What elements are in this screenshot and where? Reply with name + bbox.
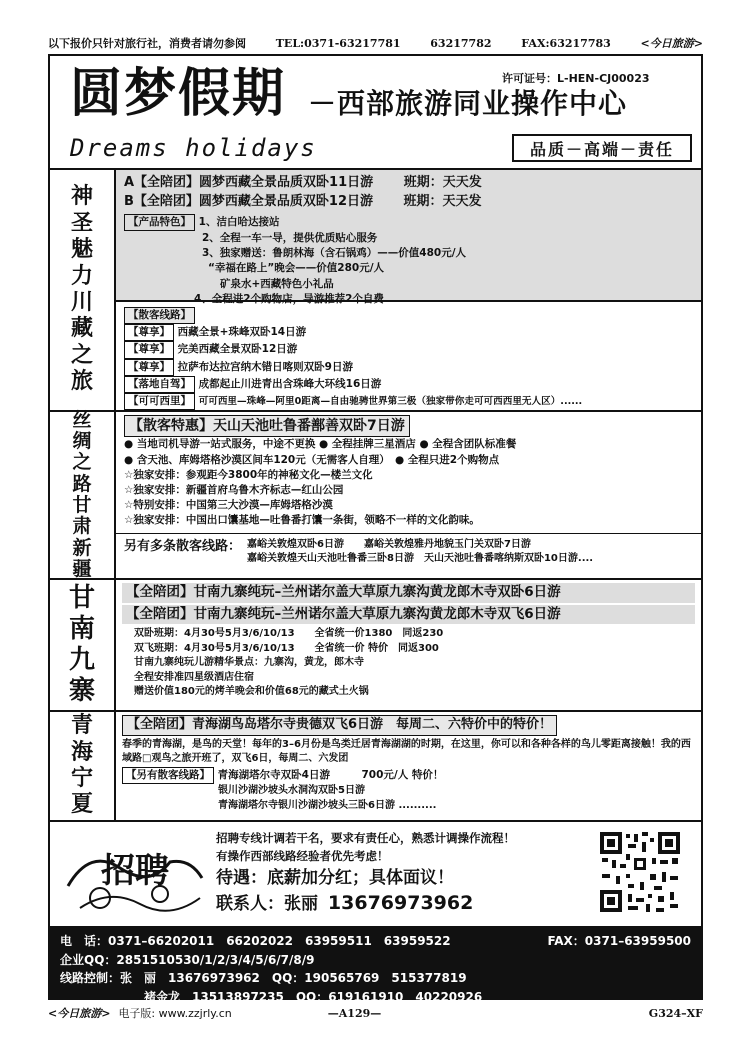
silk-bullet: ● 含天池、库姆塔格沙漠区间车120元（无需客人自理） ● 全程只进2个购物点 [124,453,500,466]
notice-text: 以下报价只针对旅行社，消费者请勿参阅 [48,37,246,50]
logo-cn: 圆梦假期 [70,64,287,124]
contact-tel-row [60,932,691,951]
tibet-content [116,170,701,410]
qinghai-more-item: 青海湖塔尔寺双卧4日游 700元/人 特价！ [217,768,444,781]
qinghai-more-item: 青海湖塔尔寺银川沙湖沙坡头三卧6日游 .......... [218,799,437,811]
side-char: 新 [72,536,92,559]
scatter-item [124,376,693,393]
scatter-tag: 【落地自驾】 [124,376,195,393]
silk-bullet: ● 当地司机导游一站式服务，中途不更换 ● 全程挂牌三星酒店 ● 全程含团队标准餐 [124,438,517,451]
recruit-contact-phone: 13676973962 [327,892,474,915]
scatter-text: 西藏全景+珠峰双卧14日游 [177,326,307,339]
silk-bullet: ☆独家安排：新疆首府乌鲁木齐标志—红山公园 [124,483,344,496]
features-label: 【产品特色】 [124,214,195,231]
scatter-text: 可可西里—珠峰—阿里0距离—自由驰骋世界第三极（独家带你走可可西西里无人区）...... [198,396,583,408]
side-title-silk [50,408,116,580]
tour-a-schedule: 班期：天天发 [403,175,482,190]
gannan-line: 甘南九寨纯玩儿游精华景点：九寨沟，黄龙，郎木寺 [134,657,364,669]
side-char: 海 [70,739,93,765]
qq-label: 企业QQ： [60,952,117,967]
scatter-tag: 【尊享】 [124,324,174,341]
silk-bullet: ☆特别安排：中国第三大沙漠—库姆塔格沙漠 [124,499,333,512]
tel-numbers: 0371–66202011 66202022 63959511 63959522 [108,934,451,948]
scatter-tag: 【尊享】 [124,341,174,358]
side-char: 旅 [70,369,93,395]
side-char: 神 [70,184,93,210]
qq-numbers: 2851510530/1/2/3/4/5/6/7/8/9 [116,952,315,967]
page-code: G324–XF [648,1006,703,1020]
recruit-logo [60,828,210,920]
side-char: 圣 [70,210,93,236]
qinghai-title: 【全陪团】青海湖鸟岛塔尔寺贵德双飞6日游 每周二、六特价中的特价！ [122,715,557,736]
page-number: —A129— [327,1006,382,1020]
ctrl-1: 张 丽 13676973962 QQ：190565769 515377819 [120,971,467,986]
side-char: 路 [72,472,92,495]
recruit-salary: 待遇：底薪加分红；具体面议！ [216,867,454,888]
feature-item: 1、洁白哈达接站 [198,215,280,228]
header [50,56,701,168]
recruit-text [216,830,515,916]
qinghai-more-item: 银川沙湖沙坡头水洞沟双卧5日游 [218,785,365,797]
bottom-bar [48,1005,703,1021]
side-char: 力 [70,263,93,289]
gannan-line: 双飞班期：4月30号5月3/6/10/13 全省统一价 特价 同返300 [134,642,439,654]
scatter-text: 完美西藏全景双卧12日游 [177,343,298,356]
contact-bar [50,926,701,1004]
silk-more-item: 嘉峪关敦煌双卧6日游 嘉峪关敦煌雅丹地貌玉门关双卧7日游 [247,538,531,550]
tibet-scatter [116,304,701,410]
logo-en: Dreams holidays [70,134,317,162]
brand-text: <今日旅游> [640,37,703,50]
scatter-label: 【散客线路】 [124,307,195,324]
recruit-contact [216,891,515,916]
silk-content [116,412,701,578]
feature-item: “幸福在路上”晚会——价值280元/人 [208,262,385,275]
side-char: 南 [68,613,95,644]
tour-b-schedule: 班期：天天发 [403,193,482,209]
gannan-details [122,627,695,700]
scatter-text: 拉萨布达拉宫纳木错日喀则双卧9日游 [177,360,353,373]
tel-label: 电 话： [60,934,109,948]
side-char: 之 [72,451,92,474]
tour-a-title: A【全陪团】圆梦西藏全景品质双卧11日游 [124,175,374,190]
side-title-gannan [50,580,116,710]
scatter-text: 成都起止川进青出含珠峰大环线16日游 [198,377,382,390]
bottom-site: 电子版: www.zzjrly.cn [118,1007,232,1020]
gannan-title-2: 【全陪团】甘南九寨纯玩–兰州诺尔盖大草原九寨沟黄龙郎木寺双飞6日游 [122,605,695,625]
side-char: 九 [68,645,95,675]
side-char: 青 [70,713,93,739]
gannan-title-1: 【全陪团】甘南九寨纯玩–兰州诺尔盖大草原九寨沟黄龙郎木寺双卧6日游 [122,583,695,603]
qinghai-content [116,712,701,820]
feature-item: 3、独家赠送：鲁朗林海（含石锅鸡）——价值480元/人 [202,247,467,260]
gannan-content [116,580,701,710]
recruit-logo-text: 招聘 [101,851,169,891]
tibet-group-tours [116,170,701,305]
tour-b-title: B【全陪团】圆梦西藏全景品质双卧12日游 [124,193,373,209]
side-char: 肃 [72,515,92,538]
silk-bullet: ☆独家安排：中国出口馕基地—吐鲁番打馕一条街，领略不一样的文化韵味。 [124,514,480,527]
gannan-line: 双卧班期：4月30号5月3/6/10/13 全省统一价1380 同返230 [134,628,444,640]
feature-item: 2、全程一车一导，提供优质贴心服务 [202,231,378,244]
top-info-bar [48,34,703,52]
page-frame [48,54,703,1004]
side-char: 川 [70,290,93,315]
scatter-tag: 【尊享】 [124,359,174,376]
side-char: 疆 [72,557,92,580]
contact-ctrl-row [60,969,691,988]
silk-bullet: ☆独家安排：参观距今3800年的神秘文化—楼兰文化 [124,468,373,481]
silk-more-list [247,538,593,567]
qinghai-desc: 春季的青海湖，是鸟的天堂！每年的3–6月份是鸟类迁居青海湖湖的时期，在这里，你可以和各种各样的鸟儿零距离接触！我的西域路□观鸟之旅开班了，双飞6日，每周二、六发团 [122,738,691,765]
side-char: 藏 [70,316,93,342]
side-title-tibet [50,170,116,410]
side-char: 魅 [70,237,93,263]
contact-fax: FAX：0371–63959500 [547,934,691,948]
contact-qq-row [60,951,691,970]
scatter-item [124,324,693,341]
section-tibet [50,168,701,410]
side-char: 宁 [70,766,93,791]
feature-item: 矿泉水+西藏特色小礼品 [220,277,334,290]
bottom-brand: <今日旅游> [48,1007,111,1020]
recruit-line-1: 招聘专线计调若干名，要求有责任心，熟悉计调操作流程！ [216,831,515,845]
tel2-text: 63217782 [430,36,492,50]
section-qinghai [50,710,701,820]
ctrl-2: 褚金龙 13513897235 QQ：619161910 40220926 [144,989,483,1004]
silk-more-item: 嘉峪关敦煌天山天池吐鲁番三卧8日游 天山天池吐鲁番喀纳斯双卧10日游.... [247,553,594,565]
scatter-item [124,341,693,358]
tour-a-row [124,174,693,193]
recruit-section [50,820,701,926]
gannan-line: 全程安排准四星级酒店住宿 [134,671,254,683]
silk-title: 【散客特惠】天山天池吐鲁番鄯善双卧7日游 [124,415,410,437]
features-row [124,214,693,231]
side-char: 丝 [72,408,92,431]
section-gannan [50,578,701,710]
side-char: 甘 [68,582,95,613]
side-char: 之 [70,342,93,368]
logo-subtitle: －西部旅游同业操作中心 [308,87,628,120]
silk-more-label: 另有多条散客线路： [124,538,242,554]
qr-code-icon [598,830,682,914]
tour-b-row [124,193,693,212]
qinghai-more-label: 【另有散客线路】 [122,767,214,784]
scatter-item [124,393,693,410]
side-char: 夏 [70,792,93,818]
section-silk-road [50,410,701,578]
silk-more-row [116,533,701,567]
fax-text: FAX:63217783 [521,36,611,50]
side-char: 寨 [68,676,95,707]
side-char: 甘 [72,494,92,516]
qinghai-more-row [122,767,695,784]
gannan-line: 赠送价值180元的烤羊晚会和价值68元的藏式土火锅 [134,686,369,698]
recruit-contact-label: 联系人：张丽 [216,894,318,915]
feature-item: 4、全程进2个购物店，导游推荐2个自费 [194,292,384,305]
scatter-item [124,359,693,376]
scatter-tag: 【可可西里】 [124,393,195,410]
recruit-line-2: 有操作西部线路经验者优先考虑！ [216,848,389,863]
ctrl-label: 线路控制： [60,971,121,986]
slogan-box: 品质－高端－责任 [512,134,692,162]
side-char: 绸 [72,430,92,453]
side-title-qinghai [50,712,116,820]
tel-text: TEL:0371-63217781 [275,36,401,50]
license-number: 许可证号：L-HEN-CJ00023 [502,72,650,85]
